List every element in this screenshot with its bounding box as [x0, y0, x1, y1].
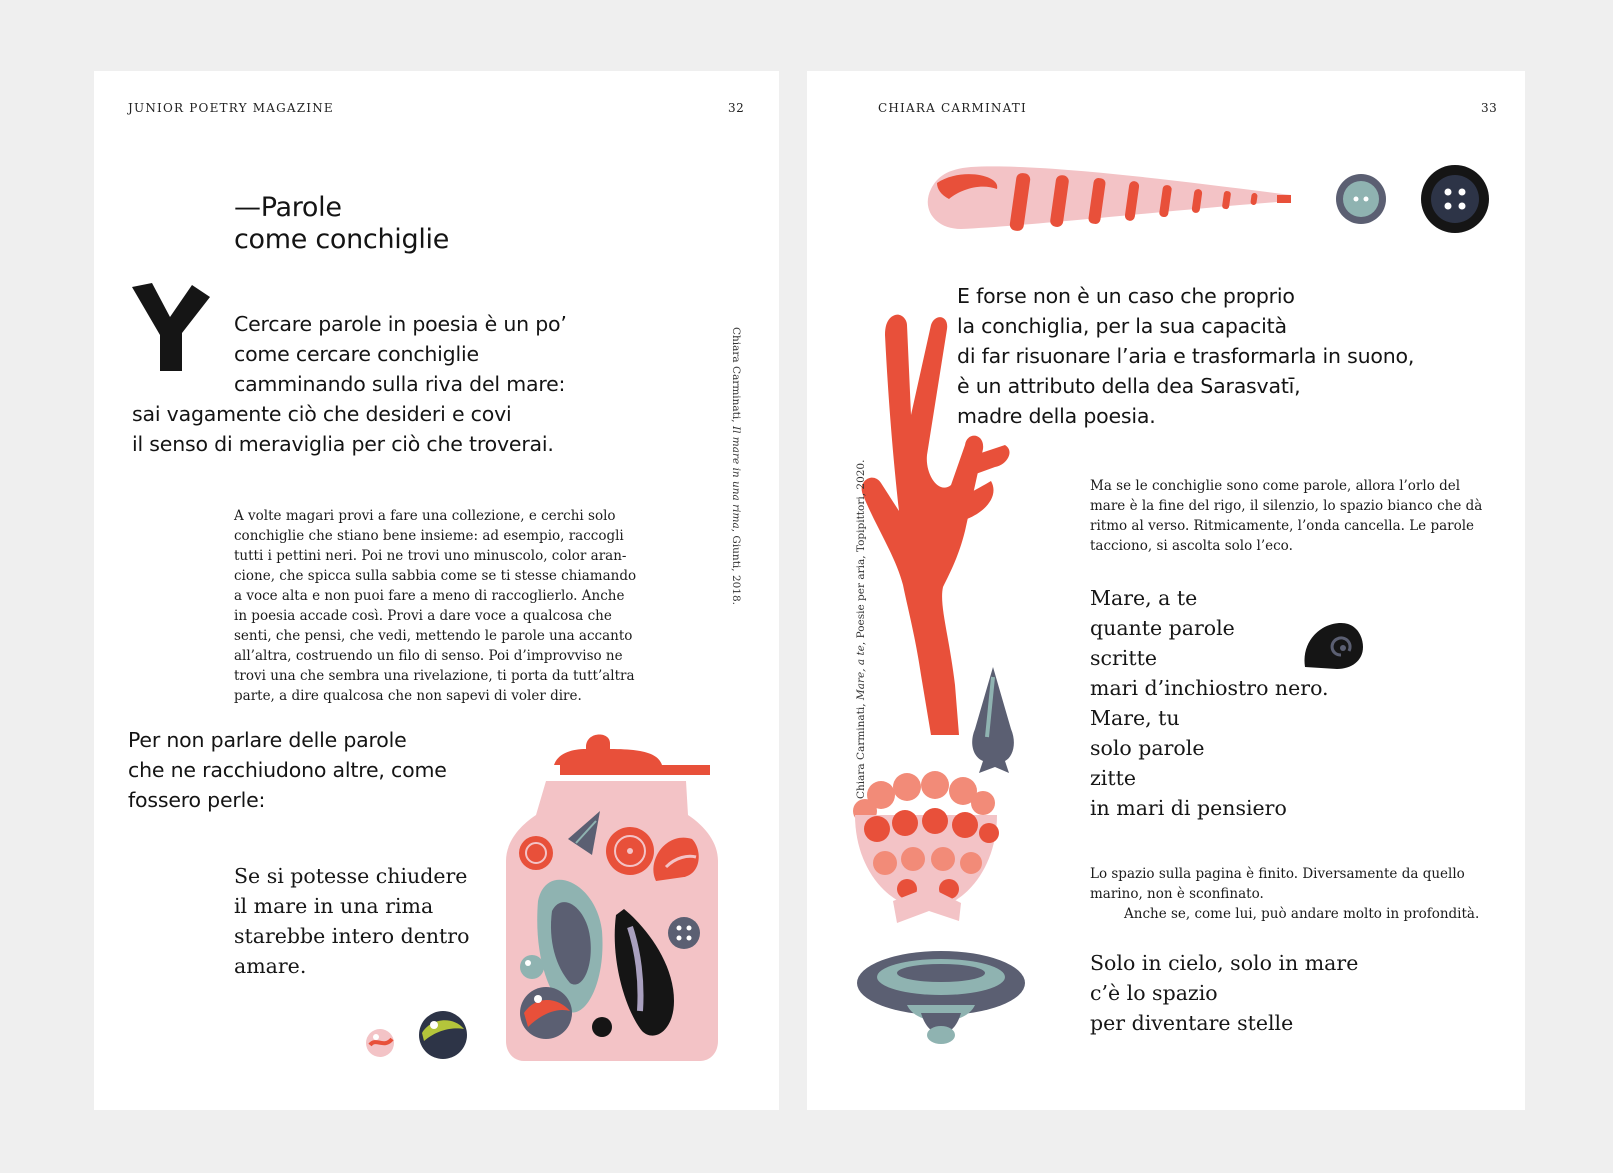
body-paragraph: A volte magari provi a fare una collezione, e cerchi solo conchiglie che stiano bene insieme: ad esempio, raccogli tutti i pettini neri. Poi ne trovi uno minuscolo, color aran- cione, che spicca sulla sabbia come se ti stesse chiamando a voce alta e non puoi fare a meno di raccoglierlo. Anche in poesia accade così. Provi a dare voce a qualcosa che senti, che pensi, che vedi, mettendo le parole una accanto all’altra, costruendo un filo di senso. Poi d’improvviso ne trovi una che sembra una rivelazione, ti porta da tutt’altra parte, a dire qualcosa che non sapevi di voler dire. [234, 508, 637, 704]
second-lead-paragraph: Per non parlare delle parole che ne racchiudono altre, come fossero perle: [128, 728, 447, 812]
article-title [234, 192, 449, 256]
snail-shell-icon [1301, 621, 1365, 671]
drop-cap-y-icon [130, 283, 212, 373]
left-page [94, 71, 779, 1110]
jar-illustration [506, 731, 726, 1061]
second-body-paragraph: Lo spazio sulla pagina è finito. Diversamente da quello marino, non è sconfinato. Anche se, come lui, può andare molto in profondità. [1090, 866, 1480, 922]
auger-shell-icon [921, 159, 1301, 239]
buttons-icon [1337, 169, 1497, 239]
right-page [807, 71, 1525, 1110]
scallop-shell-icon [851, 771, 1001, 931]
cone-shell-icon [965, 667, 1025, 777]
running-head: JUNIOR POETRY MAGAZINE [128, 101, 334, 115]
side-note-citation: Chiara Carminati, Mare, a te, Poesie per aria, Topipittori, 2020. [855, 459, 867, 799]
lead-paragraph: Cercare parole in poesia è un po’ come cercare conchiglie camminando sulla riva del mare: sai vagamente ciò che desideri e covi il senso di meraviglia per ciò che troverai. [132, 312, 567, 456]
limpet-shell-icon [857, 947, 1027, 1047]
page-number: 32 [728, 101, 745, 115]
page-number: 33 [1481, 101, 1498, 115]
running-head: CHIARA CARMINATI [878, 101, 1027, 115]
poem: Se si potesse chiudere il mare in una rima starebbe intero dentro amare. [234, 864, 470, 978]
side-note-citation: Chiara Carminati, Il mare in una rima, Giunti, 2018. [730, 327, 742, 606]
body-paragraph: Ma se le conchiglie sono come parole, allora l’orlo del mare è la fine del rigo, il silenzio, lo spazio bianco che dà ritmo al verso. Ritmicamente, l’onda cancella. Le parole tacciono, si ascolta solo l’eco. [1090, 478, 1483, 554]
poem: Mare, a te quante parole scritte mari d’inchiostro nero. Mare, tu solo parole zitte in mari di pensiero [1090, 586, 1329, 820]
title-line: come conchiglie [234, 224, 450, 255]
marbles-icon [368, 1011, 468, 1071]
second-poem: Solo in cielo, solo in mare c’è lo spazio per diventare stelle [1090, 951, 1359, 1035]
lead-paragraph: E forse non è un caso che proprio la conchiglia, per la sua capacità di far risuonare l’aria e trasformarla in suono, è un attributo della dea Sarasvatī, madre della poesia. [957, 284, 1415, 428]
title-line: —Parole [234, 192, 342, 223]
